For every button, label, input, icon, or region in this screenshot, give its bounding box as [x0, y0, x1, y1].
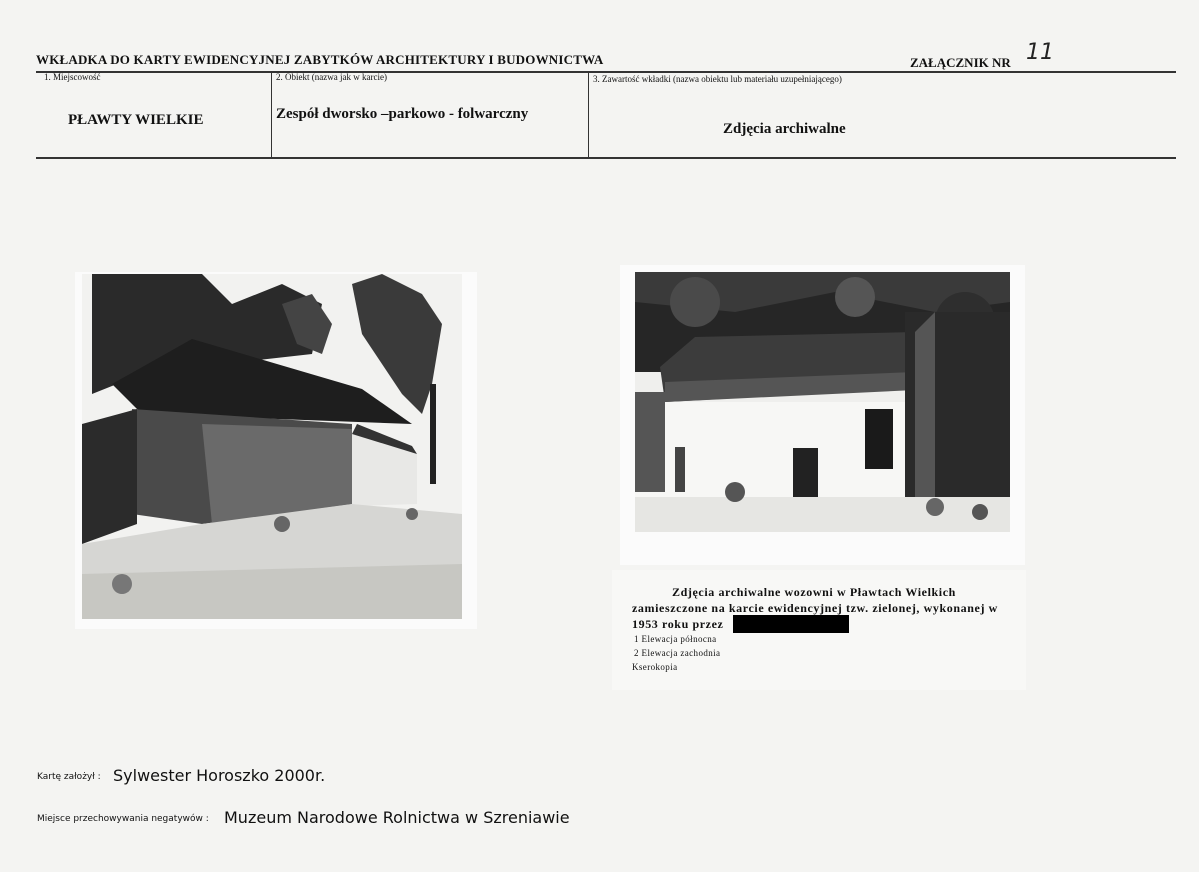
archival-photo-north-elevation [82, 274, 462, 619]
author-label: Kartę założył : [37, 772, 101, 782]
locality-value: PŁAWTY WIELKIE [68, 112, 204, 128]
caption-line-2: zamieszczone na karcie ewidencyjnej tzw. zielonej, wykonanej w [632, 601, 998, 615]
caption-line-3: 1953 roku przez [632, 617, 724, 631]
caption-item-1: 1 Elewacja północna [634, 634, 717, 644]
redacted-name-block [733, 615, 849, 633]
field-divider-2 [588, 71, 589, 157]
object-label: 2. Obiekt (nazwa jak w karcie) [276, 72, 387, 82]
object-value: Zespół dworsko –parkowo - folwarczny [276, 106, 529, 122]
attachment-number: 11 [1026, 40, 1054, 65]
content-value: Zdjęcia archiwalne [723, 121, 846, 137]
storage-value: Muzeum Narodowe Rolnictwa w Szreniawie [224, 808, 570, 827]
caption-line-1: Zdjęcia archiwalne wozowni w Pławtach Wielkich [672, 585, 956, 599]
archival-photo-west-elevation [635, 272, 1010, 532]
field-divider-1 [271, 71, 272, 157]
caption-item-2: 2 Elewacja zachodnia [634, 648, 721, 658]
content-label: 3. Zawartość wkładki (nazwa obiektu lub materiału uzupełniającego) [593, 74, 842, 84]
header-bottom-rule [36, 157, 1176, 159]
attachment-label: ZAŁĄCZNIK NR [910, 55, 1011, 70]
author-value: Sylwester Horoszko 2000r. [113, 766, 326, 785]
storage-label: Miejsce przechowywania negatywów : [37, 814, 209, 824]
document-title: WKŁADKA DO KARTY EWIDENCYJNEJ ZABYTKÓW ARCHITEKTURY I BUDOWNICTWA [36, 52, 604, 67]
header-top-rule [36, 71, 1176, 73]
caption-note: Kserokopia [632, 662, 678, 672]
locality-label: 1. Miejscowość [44, 72, 101, 82]
